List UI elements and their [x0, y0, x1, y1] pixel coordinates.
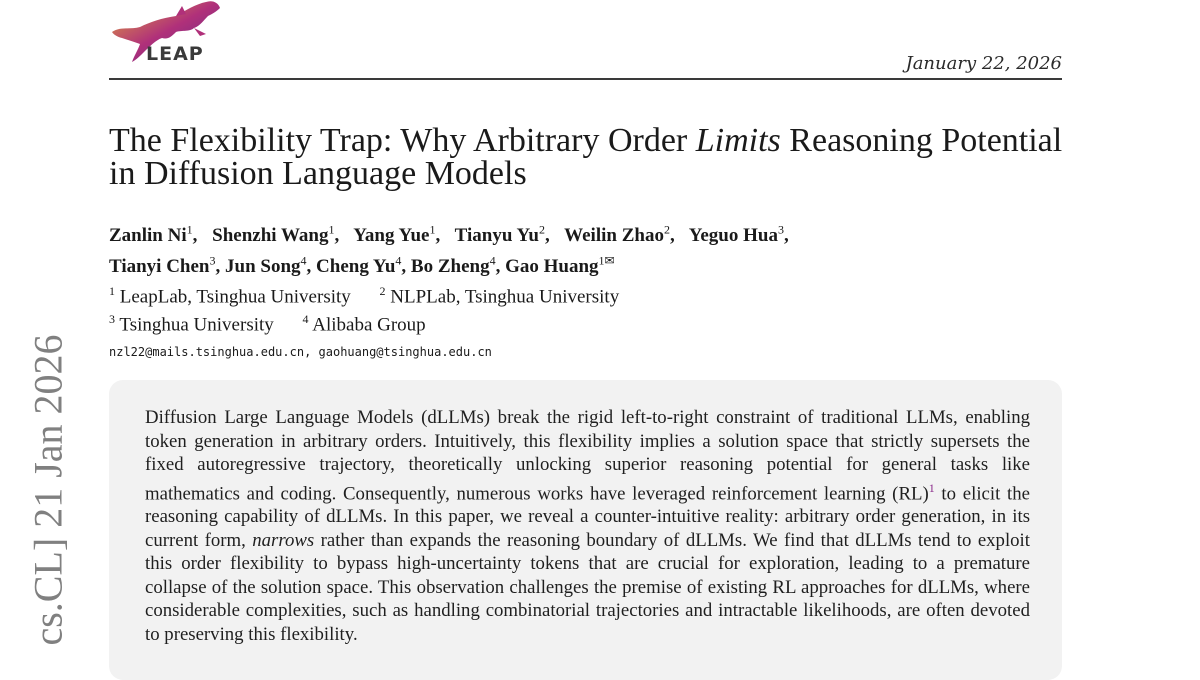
- author: Gao Huang$^{1✉}$: [505, 253, 615, 277]
- author: Yang Yue$^1$,: [353, 223, 441, 247]
- affiliations: $^1$ LeapLab, Tsinghua University $^2$ NLPLab, Tsinghua University $^3$ Tsinghua University $^4$ Alibaba Group: [109, 284, 620, 336]
- author-list: [109, 218, 1069, 279]
- author: Zanlin Ni$^1$,: [109, 223, 198, 247]
- header-rule: [109, 78, 1062, 80]
- author: Cheng Yu$^4$,: [316, 253, 407, 277]
- author: Tianyi Chen$^3$,: [109, 253, 221, 277]
- author: Bo Zheng$^4$,: [410, 253, 501, 277]
- author: Yeguo Hua$^3$,: [688, 223, 789, 247]
- author: Weilin Zhao$^2$,: [564, 223, 675, 247]
- logo-wordmark: LEAP: [146, 43, 204, 65]
- paper-title: The Flexibility Trap: Why Arbitrary Order Limits Reasoning Potential in Diffusion Language Models: [109, 122, 1063, 192]
- contact-emails: nzl22@mails.tsinghua.edu.cn, gaohuang@tsinghua.edu.cn: [109, 345, 492, 359]
- author: Shenzhi Wang$^1$,: [212, 223, 340, 247]
- abstract-text: Diffusion Large Language Models (dLLMs) break the rigid left-to-right constraint of traditional LLMs, enabling token generation in arbitrary orders. Intuitively, this flexibility implies a solution space that strictly supersets the fixed autoregressive trajectory, theoretically unlocking superior reasoning potential for general tasks like mathematics and coding. Consequently, numerous works have leveraged reinforcement learning (RL)$^1$ to elicit the reasoning capability of dLLMs. In this paper, we reveal a counter-intuitive reality: arbitrary order generation, in its current form, narrows rather than expands the reasoning boundary of dLLMs. We find that dLLMs tend to exploit this order flexibility to bypass high-uncertainty tokens that are crucial for exploration, leading to a premature collapse of the solution space. This observation challenges the premise of existing RL approaches for dLLMs, where considerable complexities, such as handling combinatorial trajectories and intractable likelihoods, are often devoted to preserving this flexibility.: [145, 407, 1030, 645]
- paper-date: January 22, 2026: [905, 53, 1062, 74]
- arxiv-stamp: cs.CL] 21 Jan 2026: [25, 334, 71, 646]
- footnote-link[interactable]: 1: [928, 480, 935, 495]
- author: Jun Song$^4$,: [225, 253, 312, 277]
- author: Tianyu Yu$^2$,: [454, 223, 550, 247]
